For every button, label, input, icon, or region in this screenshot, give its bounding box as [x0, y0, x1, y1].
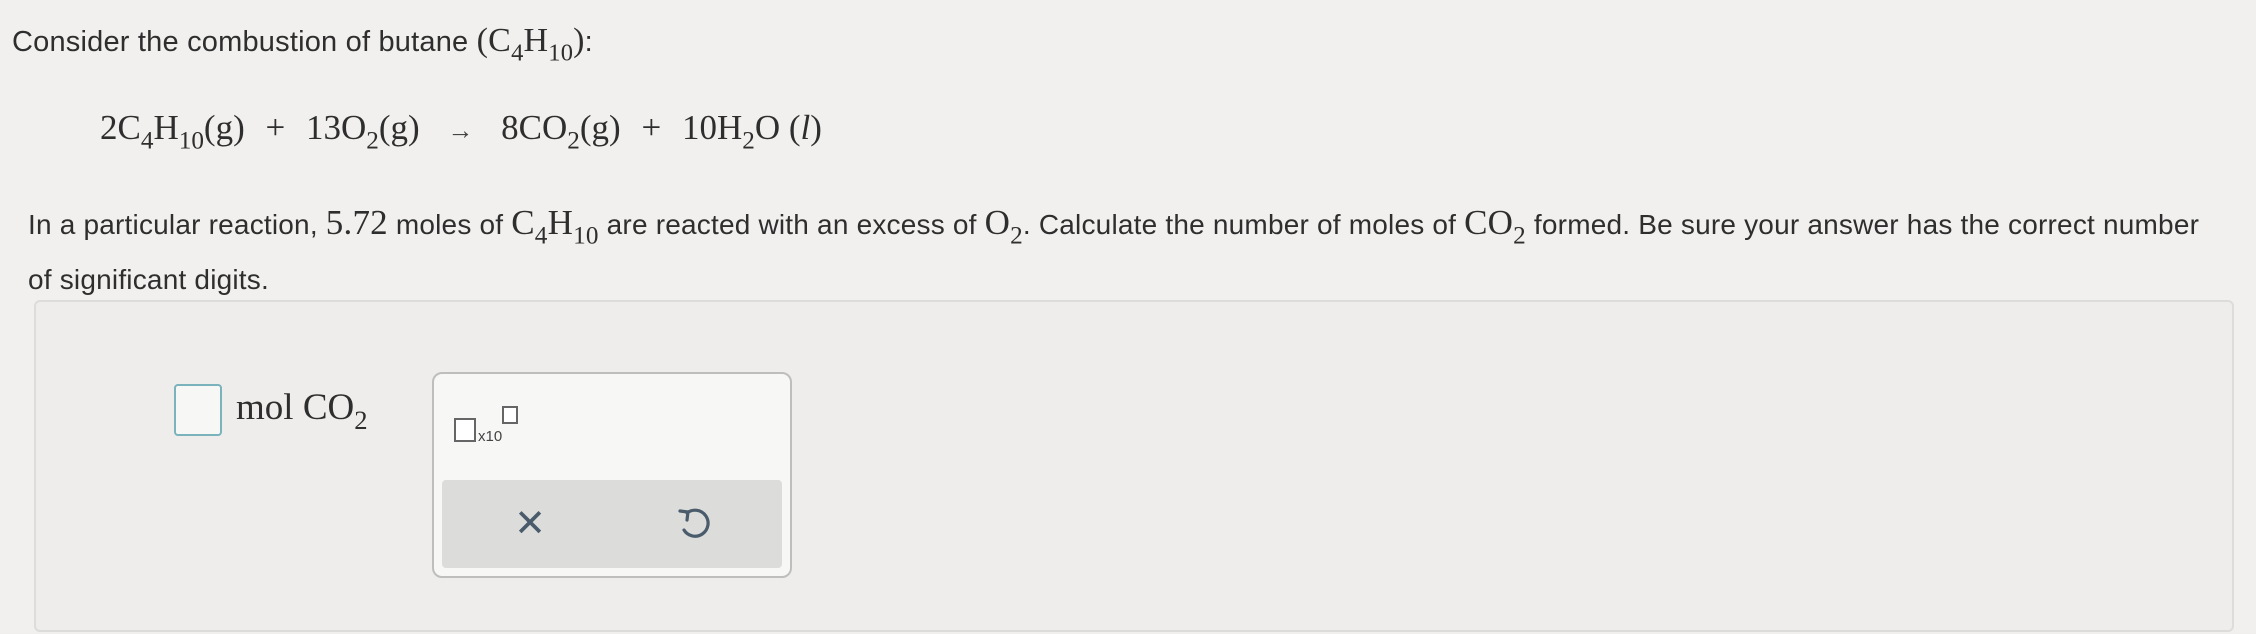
formula-open-paren: ( [476, 22, 489, 59]
unit-co: CO [302, 387, 355, 428]
reactant1-carbon: C [117, 108, 141, 147]
reactant2-state: (g) [378, 108, 420, 147]
question-text [28, 195, 2228, 307]
question-part5: formed. Be sure your answer has the correct number of significant digits. [28, 209, 2200, 295]
close-icon: ✕ [514, 503, 546, 545]
plus-sign: + [641, 108, 662, 147]
product2-state-close: ) [810, 108, 822, 147]
unit-subscript: 2 [354, 405, 368, 436]
chemical-equation [100, 108, 822, 155]
product2-state-open: ( [788, 108, 801, 147]
butane-formula-inline [511, 203, 599, 250]
formula-hydrogen: H [523, 22, 549, 59]
product1-state: (g) [579, 108, 621, 147]
intro-colon: : [584, 26, 593, 58]
reactant2-oxygen: O [340, 108, 367, 147]
formula-hydrogen-subscript: 10 [548, 39, 574, 67]
question-part3: are reacted with an excess of [598, 209, 985, 240]
action-bar [442, 480, 782, 568]
undo-icon [670, 500, 718, 548]
product1-co: CO [518, 108, 568, 147]
formula-carbon: C [488, 22, 512, 59]
problem-intro [12, 22, 593, 67]
product2-state-liquid: l [800, 108, 811, 147]
reactant1-hydrogen: H [153, 108, 179, 147]
product2-hydrogen-subscript: 2 [742, 127, 755, 155]
oxygen-formula-inline [984, 203, 1023, 250]
product2-coefficient: 10 [681, 108, 717, 147]
reaction-arrow-icon: → [447, 116, 474, 145]
moles-value: 5.72 [325, 203, 388, 242]
product1-oxygen-subscript: 2 [567, 127, 580, 155]
formula-co: CO [1464, 203, 1514, 242]
formula-carbon-subscript: 4 [511, 39, 524, 67]
question-part2: moles of [387, 209, 512, 240]
unit-mol: mol [236, 387, 294, 428]
answer-panel [34, 300, 2234, 632]
co2-formula-inline [1464, 203, 1526, 250]
question-part1: In a particular reaction, [28, 209, 326, 240]
formula-oxygen-subscript: 2 [1513, 222, 1526, 250]
formula-carbon-subscript: 4 [534, 222, 548, 250]
product2-oxygen: O [754, 108, 781, 147]
formula-close-paren: ) [573, 22, 585, 59]
butane-formula [476, 22, 585, 67]
formula-hydrogen: H [547, 203, 574, 242]
reactant1-state: (g) [203, 108, 245, 147]
product1-coefficient: 8 [501, 108, 519, 147]
reactant1-coefficient: 2 [100, 108, 118, 147]
scientific-notation-button[interactable] [454, 402, 524, 446]
reset-button[interactable] [670, 500, 718, 548]
x10-label: x10 [478, 428, 503, 445]
exponent-box-icon [502, 406, 518, 424]
clear-button[interactable] [504, 498, 556, 550]
reactant1-hydrogen-subscript: 10 [178, 127, 204, 155]
formula-oxygen-subscript: 2 [1010, 222, 1023, 250]
formula-hydrogen-subscript: 10 [573, 222, 599, 250]
reactant2-oxygen-subscript: 2 [366, 127, 379, 155]
mantissa-box-icon [454, 418, 476, 442]
plus-sign: + [265, 108, 286, 147]
answer-input[interactable] [174, 384, 222, 436]
formula-carbon: C [511, 203, 535, 242]
math-tool-panel [432, 372, 792, 578]
product2-hydrogen: H [716, 108, 743, 147]
intro-text: Consider the combustion of butane [12, 26, 477, 58]
reactant2-coefficient: 13 [305, 108, 341, 147]
question-part4: . Calculate the number of moles of [1022, 209, 1465, 240]
formula-oxygen: O [984, 203, 1011, 242]
reactant1-carbon-subscript: 4 [140, 127, 154, 155]
answer-unit [236, 386, 368, 436]
